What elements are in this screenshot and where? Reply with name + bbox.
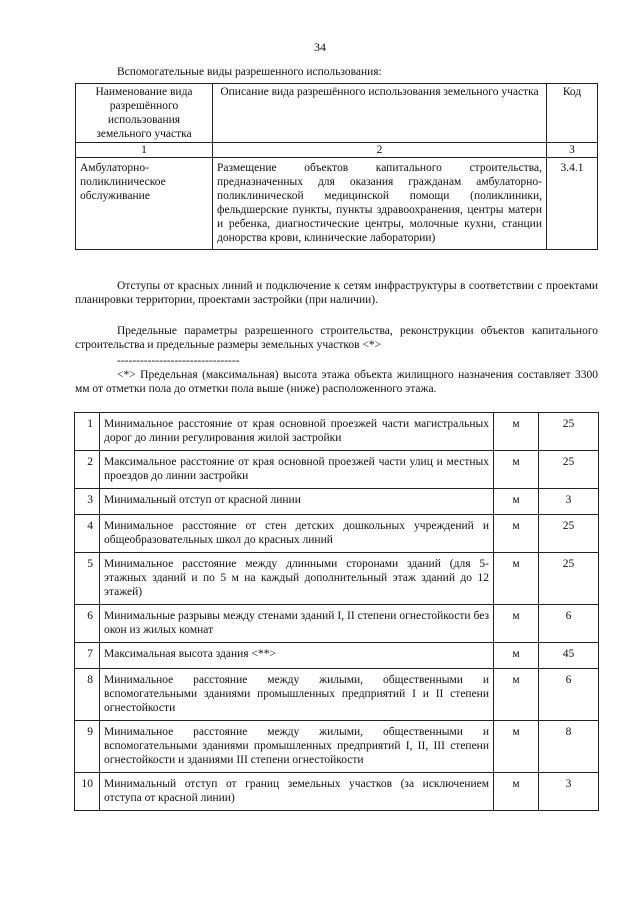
params-text: Предельные параметры разрешенного строительства, реконструкции объектов капитального строительства и предельные размеры земельных участков <*> — [75, 325, 598, 351]
table-header-row — [76, 84, 598, 143]
row-number: 3 — [75, 489, 100, 515]
parameter-text: Максимальное расстояние от края основной проезжей части улиц и местных проездов до линии застройки — [100, 451, 494, 489]
parameter-text: Минимальный отступ от границ земельных участков (за исключением отступа от красной линии) — [100, 773, 494, 811]
row-number: 2 — [75, 451, 100, 489]
column-number: 3 — [547, 143, 598, 158]
parameter-value: 6 — [539, 669, 599, 721]
column-number: 2 — [213, 143, 547, 158]
footnote-separator: -------------------------------- — [117, 355, 240, 367]
parameter-value: 3 — [539, 773, 599, 811]
parameter-unit: м — [494, 553, 539, 605]
footnote-text: <*> Предельная (максимальная) высота этажа объекта жилищного назначения составляет 3300 мм от отметки пола до отметки пола выше (ниже) расположенного этажа. — [75, 369, 598, 395]
params-paragraph — [75, 324, 598, 352]
parameter-text: Минимальное расстояние от края основной проезжей части магистральных дорог до линии регулирования жилой застройки — [100, 413, 494, 451]
parameter-value: 3 — [539, 489, 599, 515]
parameter-unit: м — [494, 489, 539, 515]
setbacks-paragraph — [75, 279, 598, 307]
use-name: Амбулаторно-поликлиническое обслуживание — [76, 158, 213, 250]
parameter-value: 25 — [539, 451, 599, 489]
use-code: 3.4.1 — [547, 158, 598, 250]
parameter-unit: м — [494, 721, 539, 773]
parameter-unit: м — [494, 515, 539, 553]
table-row — [75, 773, 599, 811]
parameter-unit: м — [494, 643, 539, 669]
row-number: 6 — [75, 605, 100, 643]
parameter-value: 25 — [539, 515, 599, 553]
parameter-text: Минимальное расстояние между жилыми, общественными и вспомогательными зданиями промышленных предприятий I и II степени огнестойкости — [100, 669, 494, 721]
parameters-table — [74, 412, 599, 811]
parameter-text: Минимальное расстояние между жилыми, общественными и вспомогательными зданиями промышленных предприятий I, II, III степени огнестойкости и зданиями III степени огнестойкости — [100, 721, 494, 773]
row-number: 1 — [75, 413, 100, 451]
table-row — [75, 669, 599, 721]
parameter-unit: м — [494, 413, 539, 451]
parameter-unit: м — [494, 451, 539, 489]
footnote — [75, 368, 598, 396]
row-number: 4 — [75, 515, 100, 553]
parameter-unit: м — [494, 669, 539, 721]
table-row — [75, 451, 599, 489]
row-number: 5 — [75, 553, 100, 605]
parameter-value: 8 — [539, 721, 599, 773]
table-row — [75, 605, 599, 643]
column-number: 1 — [76, 143, 213, 158]
parameter-unit: м — [494, 605, 539, 643]
parameter-text: Минимальное расстояние между длинными сторонами зданий (для 5-этажных зданий и по 5 м на каждый дополнительный этаж зданий до 12 этажей) — [100, 553, 494, 605]
table-row — [76, 158, 598, 250]
page-number: 34 — [314, 40, 326, 54]
use-description: Размещение объектов капитального строительства, предназначенных для оказания гражданам амбулаторно-поликлинической медицинской помощи (поликлиники, фельдшерские пункты, пункты здравоохранения, центры матери и ребенка, диагностические центры, молочные кухни, станции донорства крови, клинические лаборатории) — [213, 158, 547, 250]
row-number: 8 — [75, 669, 100, 721]
column-number-row — [76, 143, 598, 158]
parameter-unit: м — [494, 773, 539, 811]
row-number: 7 — [75, 643, 100, 669]
parameter-value: 45 — [539, 643, 599, 669]
header-description: Описание вида разрешённого использования земельного участка — [213, 84, 547, 143]
setbacks-text: Отступы от красных линий и подключение к сетям инфраструктуры в соответствии с проектами планировки территории, проектами застройки (при наличии). — [75, 280, 598, 306]
parameter-value: 6 — [539, 605, 599, 643]
parameter-text: Минимальное расстояние от стен детских дошкольных учреждений и общеобразовательных школ до красных линий — [100, 515, 494, 553]
parameter-value: 25 — [539, 553, 599, 605]
row-number: 9 — [75, 721, 100, 773]
permitted-use-table — [75, 83, 598, 250]
row-number: 10 — [75, 773, 100, 811]
table-row — [75, 721, 599, 773]
section-caption: Вспомогательные виды разрешенного использования: — [117, 66, 382, 78]
table-row — [75, 553, 599, 605]
parameter-text: Максимальная высота здания <**> — [100, 643, 494, 669]
header-name: Наименование вида разрешённого использования земельного участка — [76, 84, 213, 143]
table-row — [75, 489, 599, 515]
header-code: Код — [547, 84, 598, 143]
parameter-text: Минимальный отступ от красной линии — [100, 489, 494, 515]
table-row — [75, 515, 599, 553]
table-row — [75, 413, 599, 451]
table-row — [75, 643, 599, 669]
parameter-text: Минимальные разрывы между стенами зданий I, II степени огнестойкости без окон из жилых комнат — [100, 605, 494, 643]
parameter-value: 25 — [539, 413, 599, 451]
